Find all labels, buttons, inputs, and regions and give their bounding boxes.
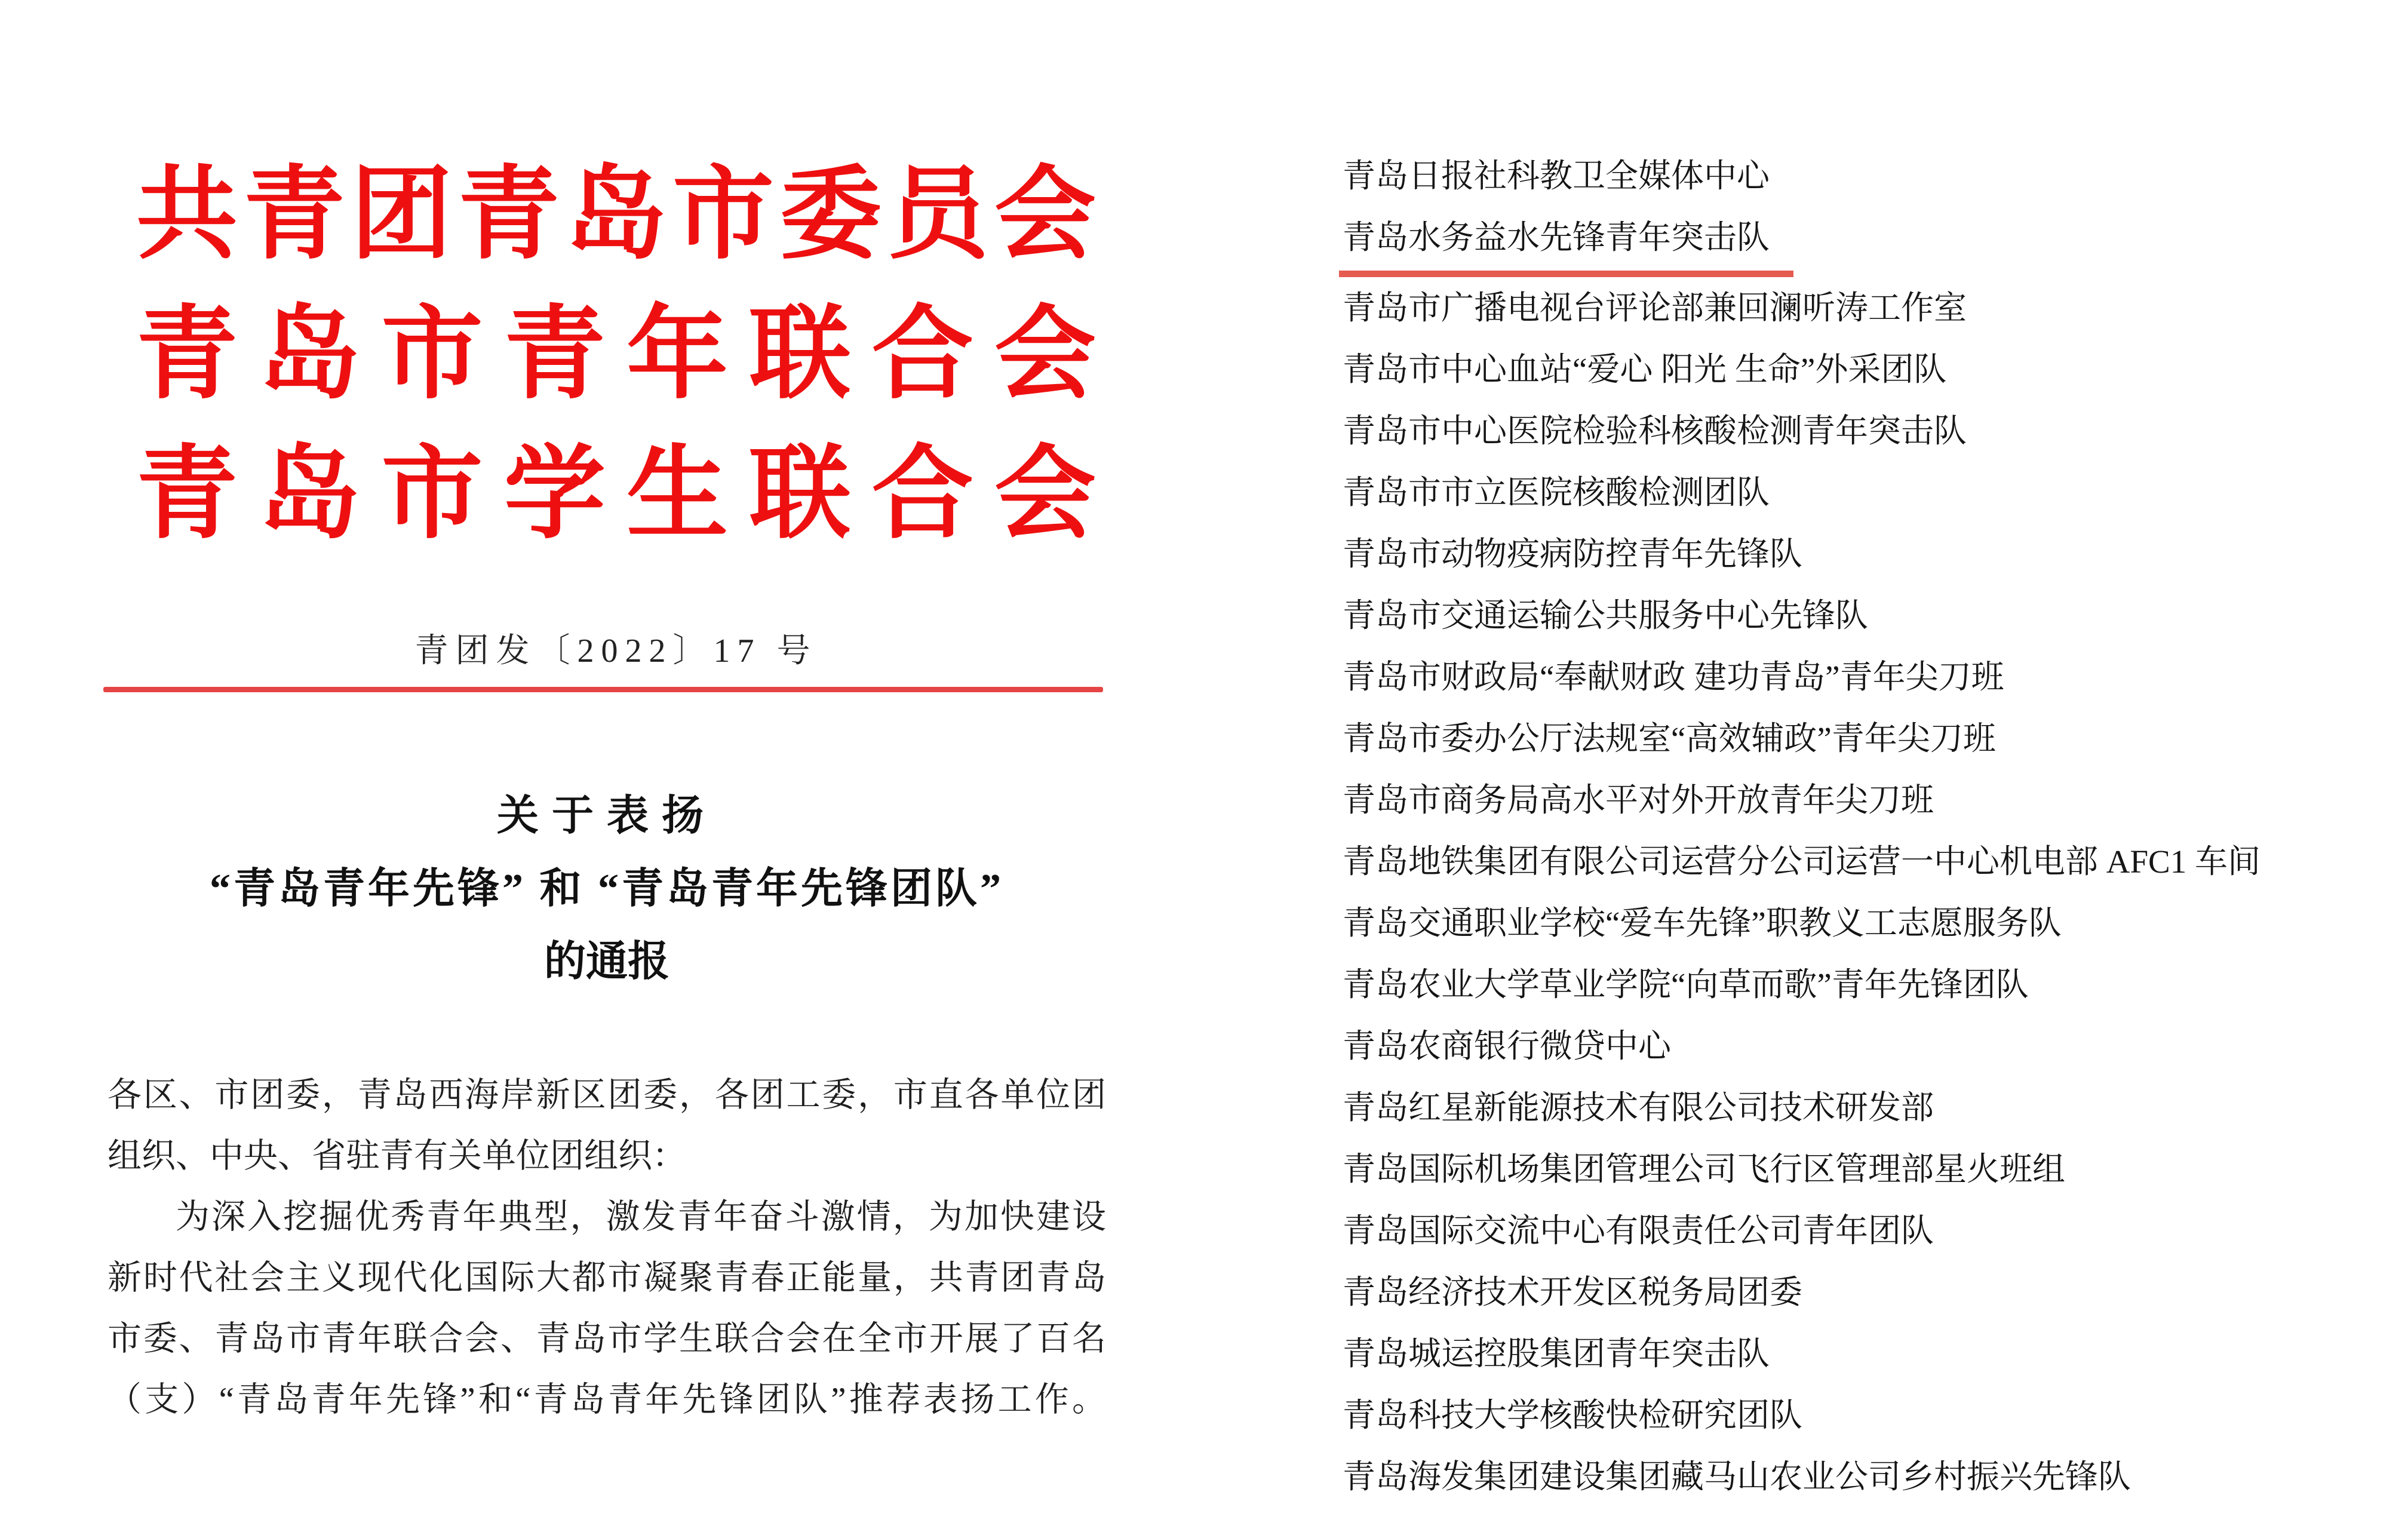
doc-number: 青团发〔2022〕17 号 bbox=[414, 633, 818, 670]
awardee-text: 青岛日报社科教卫全媒体中心 bbox=[1343, 158, 1770, 194]
awardee-text: 青岛地铁集团有限公司运营分公司运营一中心机电部 AFC1 车间 bbox=[1343, 843, 2260, 880]
list-item bbox=[1343, 769, 2382, 831]
awardee-text: 青岛市市立医院核酸检测团队 bbox=[1343, 474, 1770, 511]
list-item bbox=[1343, 1446, 2382, 1508]
letterhead-line: 共青团青岛市委员会 bbox=[136, 159, 1096, 271]
awardee-text: 青岛市委办公厅法规室“高效辅政”青年尖刀班 bbox=[1343, 720, 1996, 757]
awardee-list bbox=[1343, 145, 2382, 1508]
list-item bbox=[1343, 339, 2382, 400]
letterhead-line: 青岛市青年联合会 bbox=[136, 299, 1096, 411]
list-item bbox=[1343, 523, 2382, 585]
body-line: 新时代社会主义现代化国际大都市凝聚青春正能量，共青团青岛 bbox=[108, 1259, 1106, 1297]
letterhead-line: 青岛市学生联合会 bbox=[136, 438, 1096, 551]
list-item bbox=[1343, 400, 2382, 462]
title-line: 关于表扬 bbox=[497, 793, 717, 839]
list-item bbox=[1343, 277, 2382, 339]
list-item bbox=[1343, 1200, 2382, 1261]
list-item bbox=[1343, 462, 2382, 523]
awardee-text: 青岛农业大学草业学院“向草而歌”青年先锋团队 bbox=[1343, 966, 2029, 1003]
body-line: 为深入挖掘优秀青年典型，激发青年奋斗激情，为加快建设 bbox=[176, 1198, 1106, 1236]
list-item bbox=[1343, 145, 2382, 207]
body-line: 各区、市团委，青岛西海岸新区团委，各团工委，市直各单位团 bbox=[108, 1076, 1106, 1114]
red-separator-rule bbox=[103, 687, 1103, 692]
list-item bbox=[1343, 892, 2382, 954]
awardee-text: 青岛经济技术开发区税务局团委 bbox=[1343, 1274, 1803, 1310]
awardee-text: 青岛城运控股集团青年突击队 bbox=[1343, 1335, 1770, 1372]
list-item bbox=[1343, 1323, 2382, 1384]
list-item bbox=[1343, 954, 2382, 1015]
list-item bbox=[1343, 708, 2382, 769]
body-line: 市委、青岛市青年联合会、青岛市学生联合会在全市开展了百名 bbox=[108, 1320, 1106, 1358]
awardee-text: 青岛海发集团建设集团藏马山农业公司乡村振兴先锋队 bbox=[1343, 1459, 2131, 1495]
awardee-text: 青岛红星新能源技术有限公司技术研发部 bbox=[1343, 1089, 1934, 1126]
awardee-text: 青岛市财政局“奉献财政 建功青岛”青年尖刀班 bbox=[1343, 659, 2004, 695]
document-title bbox=[99, 780, 1114, 999]
list-item bbox=[1343, 1384, 2382, 1446]
list-item bbox=[1343, 1015, 2382, 1077]
awardee-text: 青岛国际交流中心有限责任公司青年团队 bbox=[1343, 1212, 1934, 1249]
awardee-text: 青岛交通职业学校“爱车先锋”职教义工志愿服务队 bbox=[1343, 905, 2062, 941]
list-item bbox=[1343, 646, 2382, 708]
awardee-text: 青岛市中心血站“爱心 阳光 生命”外采团队 bbox=[1343, 351, 1947, 388]
list-item bbox=[1343, 831, 2382, 892]
awardee-text: 青岛市广播电视台评论部兼回澜听涛工作室 bbox=[1343, 290, 1967, 326]
body-line: 组织、中央、省驻青有关单位团组织： bbox=[108, 1137, 686, 1175]
title-line: “青岛青年先锋” 和 “青岛青年先锋团队” bbox=[210, 866, 1004, 912]
body-line: （支）“青岛青年先锋”和“青岛青年先锋团队”推荐表扬工作。 bbox=[108, 1381, 1106, 1419]
list-item bbox=[1343, 1138, 2382, 1200]
list-item bbox=[1343, 585, 2382, 646]
list-item bbox=[1343, 207, 2382, 277]
awardee-text: 青岛市动物疫病防控青年先锋队 bbox=[1343, 536, 1803, 572]
awardee-text: 青岛市商务局高水平对外开放青年尖刀班 bbox=[1343, 782, 1934, 818]
awardee-text: 青岛国际机场集团管理公司飞行区管理部星火班组 bbox=[1343, 1151, 2066, 1187]
letterhead bbox=[136, 145, 1096, 564]
underlined-awardee: 青岛水务益水先锋青年突击队 bbox=[1339, 207, 1793, 277]
awardee-text: 青岛市中心医院检验科核酸检测青年突击队 bbox=[1343, 413, 1967, 449]
awardee-text: 青岛市交通运输公共服务中心先锋队 bbox=[1343, 597, 1869, 634]
awardee-text: 青岛农商银行微贷中心 bbox=[1343, 1028, 1672, 1064]
body-text bbox=[108, 1065, 1106, 1430]
list-item bbox=[1343, 1261, 2382, 1323]
list-item bbox=[1343, 1077, 2382, 1138]
title-line: 的通报 bbox=[544, 939, 669, 985]
awardee-text: 青岛科技大学核酸快检研究团队 bbox=[1343, 1397, 1803, 1433]
